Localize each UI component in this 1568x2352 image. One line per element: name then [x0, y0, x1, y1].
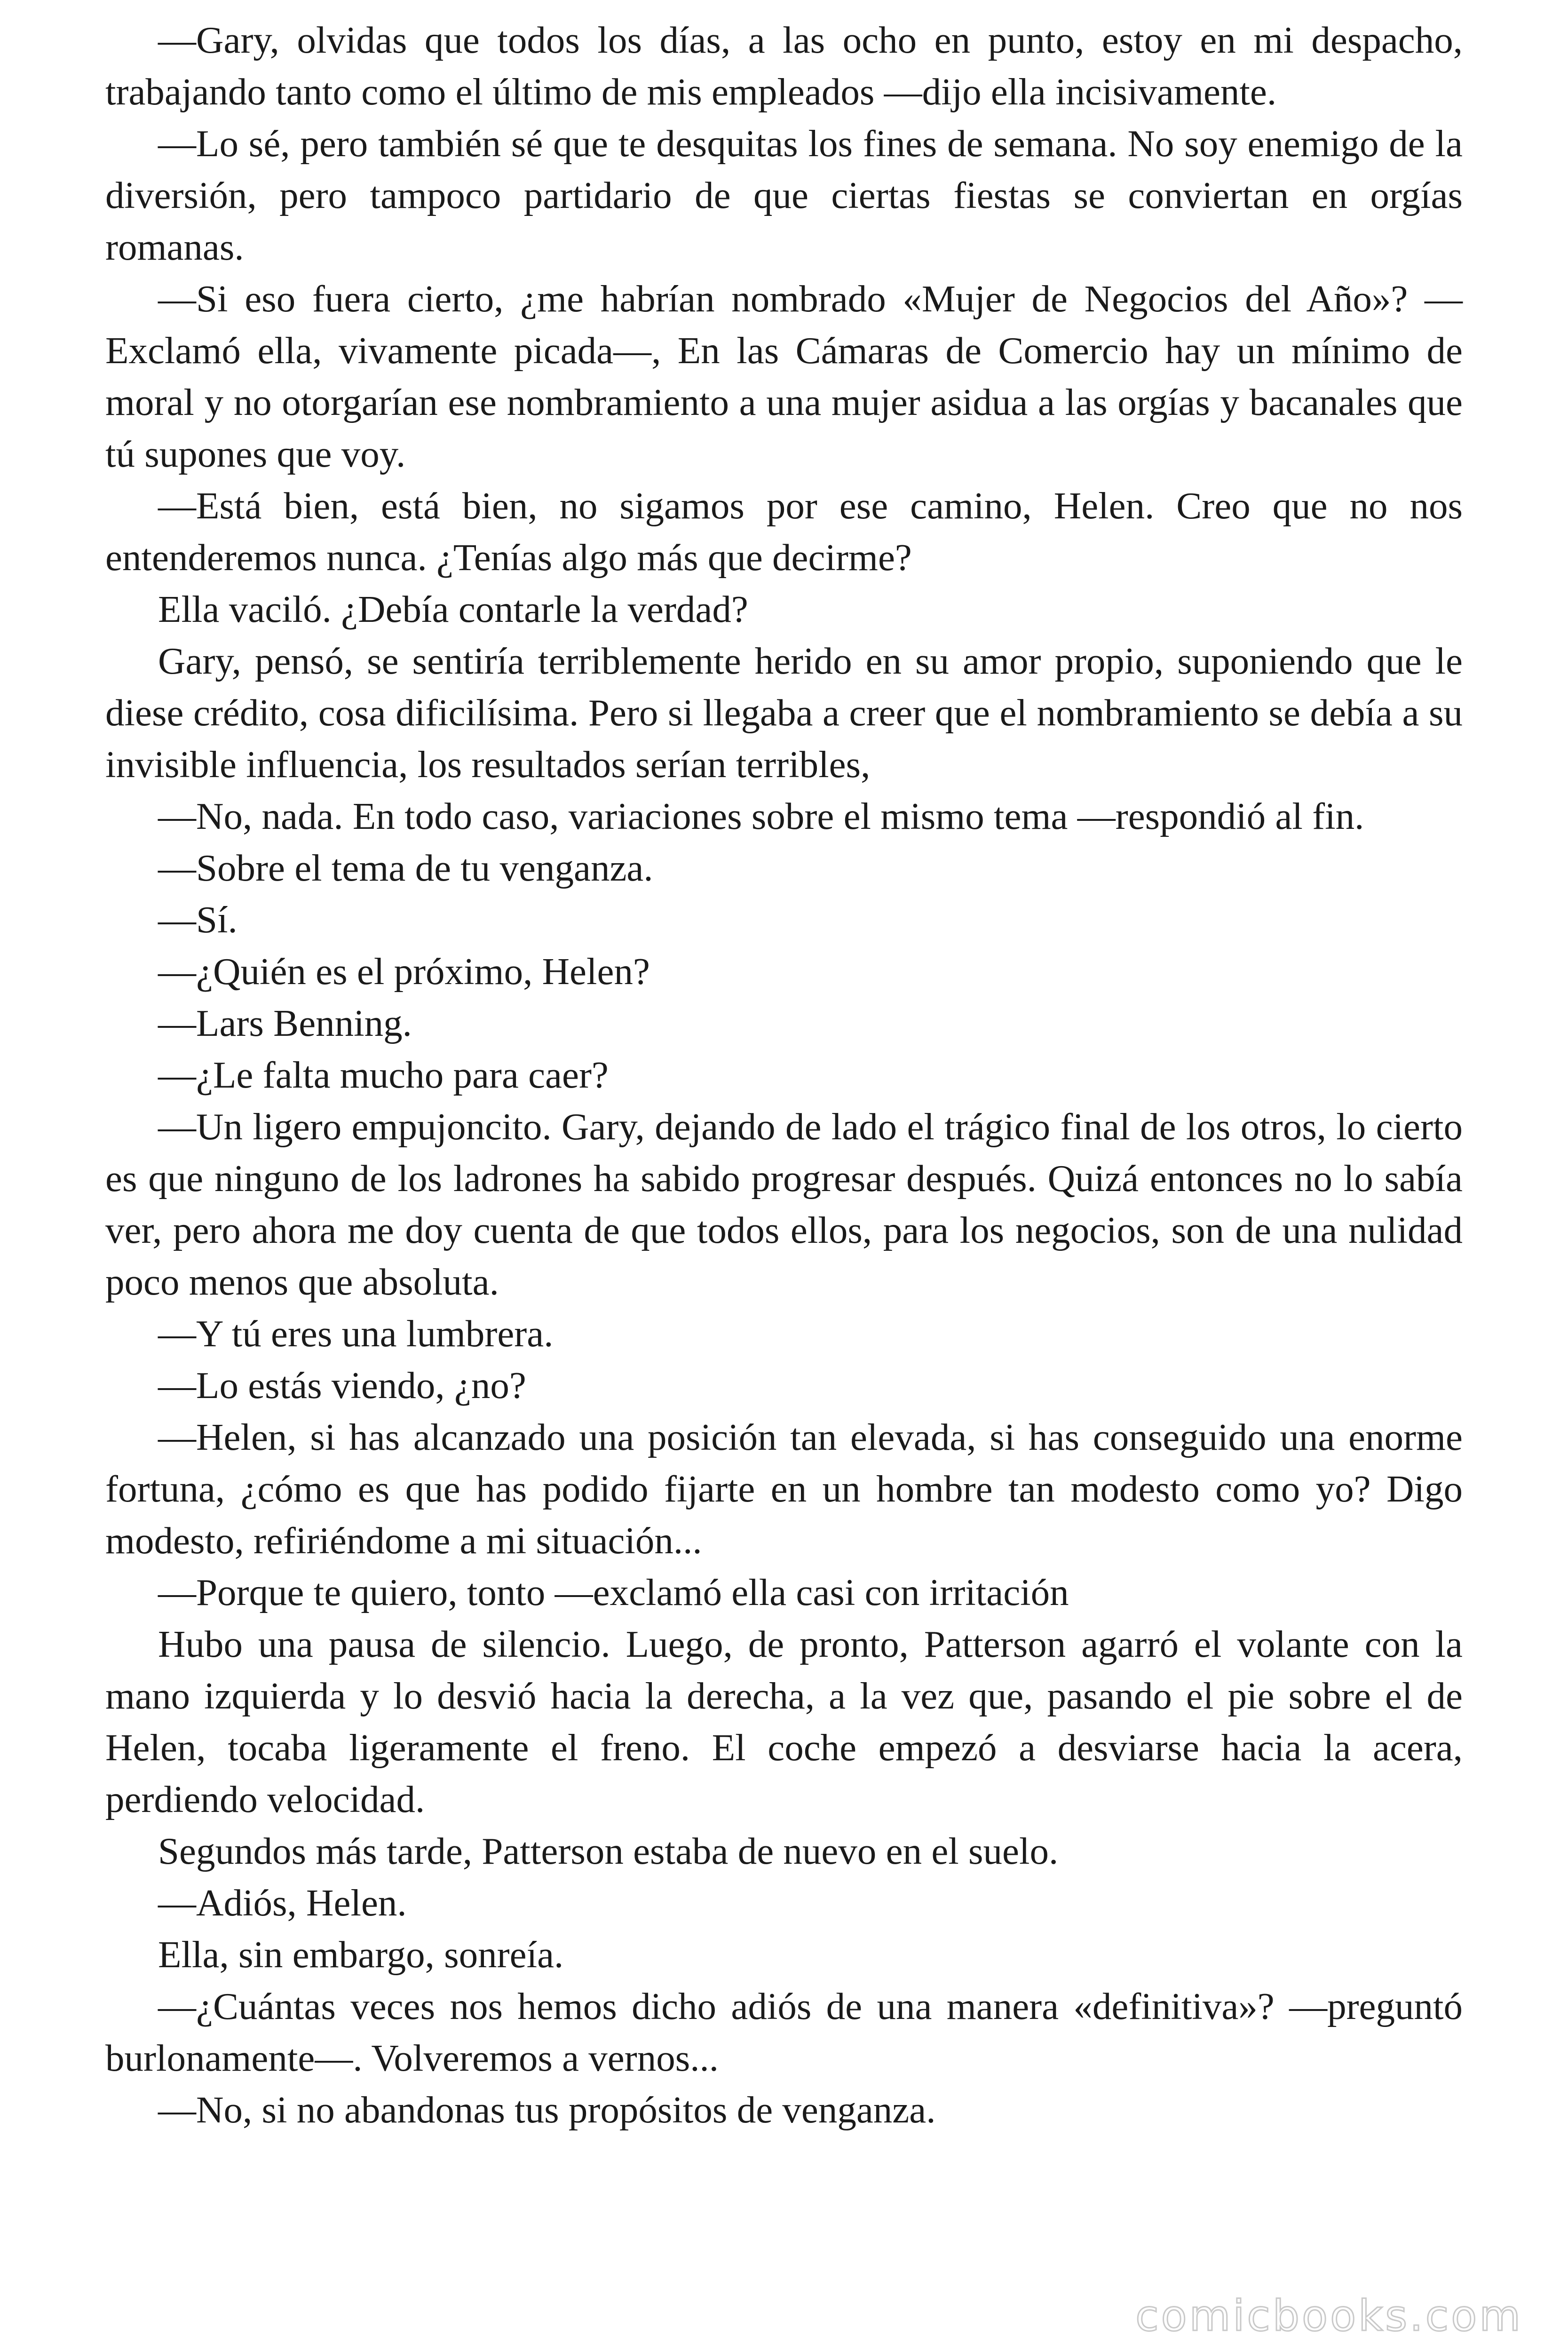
- paragraph: —Un ligero empujoncito. Gary, dejando de lado el trágico final de los otros, lo cierto es que ninguno de los ladrones ha sabido progresar después. Quizá entonces no lo sabía ver, pero ahora me doy cuenta de que todos ellos, para los negocios, son de una nulidad poco menos que absoluta.: [105, 1105, 1463, 1303]
- paragraph: —Adiós, Helen.: [158, 1882, 407, 1924]
- paragraph: —¿Cuántas veces nos hemos dicho adiós de una manera «definitiva»? —preguntó burlonamente—. Volveremos a vernos...: [105, 1985, 1463, 2079]
- paragraph: —Porque te quiero, tonto —exclamó ella casi con irritación: [158, 1571, 1069, 1613]
- paragraph: —Sobre el tema de tu venganza.: [158, 847, 653, 889]
- paragraph: —No, si no abandonas tus propósitos de venganza.: [158, 2089, 936, 2131]
- paragraph: Ella, sin embargo, sonreía.: [158, 1933, 564, 1976]
- paragraph: —Y tú eres una lumbrera.: [158, 1312, 554, 1355]
- paragraph: —¿Le falta mucho para caer?: [158, 1054, 609, 1096]
- paragraph: —Si eso fuera cierto, ¿me habrían nombrado «Mujer de Negocios del Año»? —Exclamó ella, vivamente picada—, En las Cámaras de Comercio hay un mínimo de moral y no otorgarían ese nombramiento a una mujer asidua a las orgías y bacanales que tú supones que voy.: [105, 278, 1463, 475]
- paragraph: —Lo sé, pero también sé que te desquitas los fines de semana. No soy enemigo de la diversión, pero tampoco partidario de que ciertas fiestas se conviertan en orgías romanas.: [105, 122, 1463, 268]
- paragraph: —Helen, si has alcanzado una posición tan elevada, si has conseguido una enorme fortuna, ¿cómo es que has podido fijarte en un hombre tan modesto como yo? Digo modesto, refiriéndome a mi situación...: [105, 1416, 1463, 1562]
- paragraph: Hubo una pausa de silencio. Luego, de pronto, Patterson agarró el volante con la mano izquierda y lo desvió hacia la derecha, a la vez que, pasando el pie sobre el de Helen, tocaba ligeramente el freno. El coche empezó a desviarse hacia la acera, perdiendo velocidad.: [105, 1623, 1463, 1820]
- paragraph: —Lars Benning.: [158, 1002, 412, 1044]
- paragraph: Ella vaciló. ¿Debía contarle la verdad?: [158, 588, 748, 630]
- page-text: [105, 14, 1463, 2136]
- watermark: comicbooks.com: [1135, 2291, 1523, 2341]
- paragraph: —Lo estás viendo, ¿no?: [158, 1364, 526, 1406]
- paragraph: Gary, pensó, se sentiría terriblemente herido en su amor propio, suponiendo que le diese crédito, cosa dificilísima. Pero si llegaba a creer que el nombramiento se debía a su invisible influencia, los resultados serían terribles,: [105, 640, 1463, 786]
- paragraph: —¿Quién es el próximo, Helen?: [158, 950, 650, 993]
- paragraph: Segundos más tarde, Patterson estaba de nuevo en el suelo.: [158, 1830, 1059, 1872]
- paragraph: —Está bien, está bien, no sigamos por ese camino, Helen. Creo que no nos entenderemos nunca. ¿Tenías algo más que decirme?: [105, 485, 1463, 579]
- paragraph: —No, nada. En todo caso, variaciones sobre el mismo tema —respondió al fin.: [158, 795, 1364, 837]
- paragraph: —Gary, olvidas que todos los días, a las ocho en punto, estoy en mi despacho, trabajando tanto como el último de mis empleados —dijo ella incisivamente.: [105, 19, 1463, 113]
- paragraph: —Sí.: [158, 898, 238, 941]
